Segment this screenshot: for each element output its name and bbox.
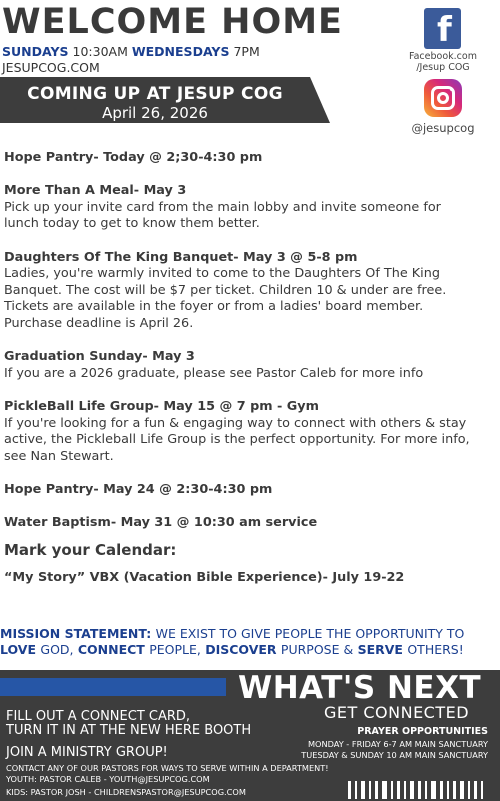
mission-line-1: WE EXIST TO GIVE PEOPLE THE OPPORTUNITY TO	[155, 626, 465, 641]
barcode-stripe	[410, 781, 414, 799]
barcode-stripe	[431, 781, 436, 799]
prayer-heading: PRAYER OPPORTUNITIES	[357, 726, 488, 737]
wednesdays-label: WEDNESDAYS	[131, 44, 230, 59]
event-body: Ladies, you're warmly invited to come to the Daughters Of The King	[4, 266, 440, 282]
barcode-stripe	[447, 781, 449, 799]
connect-card-line-2: TURN IT IN AT THE NEW HERE BOOTH	[6, 723, 252, 738]
contact-line: CONTACT ANY OF OUR PASTORS FOR WAYS TO SERVE WITHIN A DEPARTMENT!	[6, 763, 329, 773]
event-title: Water Baptism- May 31 @ 10:30 am service	[4, 515, 318, 531]
mission-label: MISSION STATEMENT:	[0, 626, 152, 641]
barcode-stripe	[382, 781, 387, 799]
barcode-stripe	[440, 781, 443, 799]
prayer-line-2: TUESDAY & SUNDAY 10 AM MAIN SANCTUARY	[301, 750, 488, 760]
calendar-heading: Mark your Calendar:	[4, 540, 177, 559]
event-title: PickleBall Life Group- May 15 @ 7 pm - Gym	[4, 398, 319, 414]
barcode-stripe	[404, 781, 406, 799]
facebook-icon[interactable]: f	[424, 8, 461, 49]
barcode-stripe	[425, 781, 427, 799]
ministry-heading: JOIN A MINISTRY GROUP!	[6, 745, 168, 760]
page-title: WELCOME HOME	[2, 2, 343, 42]
event-title: Hope Pantry- Today @ 2;30-4:30 pm	[4, 150, 263, 165]
event-title: More Than A Meal- May 3	[4, 183, 187, 199]
barcode-stripe	[460, 781, 464, 799]
event-body: Tickets are available in the foyer or from a ladies' board member.	[4, 299, 424, 315]
event-body: Purchase deadline is April 26.	[4, 315, 194, 331]
event-body: Pick up your invite card from the main lobby and invite someone for	[4, 199, 441, 215]
event-title: Daughters Of The King Banquet- May 3 @ 5-8 pm	[4, 249, 358, 265]
banner-title: COMING UP AT JESUP COG	[27, 84, 283, 104]
mission-connect: CONNECT	[77, 642, 145, 657]
barcode-stripe	[369, 781, 371, 799]
event-body: see Nan Stewart.	[4, 448, 114, 464]
barcode-stripe	[361, 781, 365, 799]
calendar-item: “My Story” VBX (Vacation Bible Experience)- July 19-22	[4, 570, 405, 586]
barcode-stripe	[418, 781, 421, 799]
facebook-line-1: Facebook.com	[409, 51, 477, 62]
banner-date: April 26, 2026	[102, 104, 208, 122]
facebook-handle[interactable]	[400, 51, 486, 73]
event-body: active, the Pickleball Life Group is the perfect opportunity. For more info,	[4, 432, 470, 448]
mission-purpose: PURPOSE &	[280, 642, 354, 657]
service-times	[2, 44, 260, 59]
sundays-time: 10:30AM	[72, 44, 128, 59]
whats-next-subtitle: GET CONNECTED	[324, 703, 470, 722]
event-body: If you are a 2026 graduate, please see Pastor Caleb for more info	[4, 365, 424, 381]
event-body: If you're looking for a fun & engaging way to connect with others & stay	[4, 415, 467, 431]
instagram-handle[interactable]: @jesupcog	[411, 121, 475, 135]
mission-serve: SERVE	[357, 642, 403, 657]
mission-others: OTHERS!	[407, 642, 464, 657]
event-body: Banquet. The cost will be $7 per ticket. Children 10 & under are free.	[4, 282, 447, 298]
facebook-line-2: /Jesup COG	[416, 62, 470, 73]
barcode-stripe	[481, 781, 483, 799]
event-body: lunch today to get to know them better.	[4, 216, 260, 232]
connect-card-line-1: FILL OUT A CONNECT CARD,	[6, 709, 191, 724]
events-list	[4, 150, 498, 587]
barcode-stripe	[375, 781, 378, 799]
accent-bar	[0, 678, 226, 696]
youth-contact: YOUTH: PASTOR CALEB - YOUTH@JESUPCOG.COM	[6, 774, 210, 784]
wednesdays-time: 7PM	[233, 44, 260, 59]
barcode-stripe	[453, 781, 456, 799]
event-title: Graduation Sunday- May 3	[4, 349, 195, 365]
barcode-stripe	[474, 781, 477, 799]
sundays-label: SUNDAYS	[2, 44, 69, 59]
website-link[interactable]: JESUPCOG.COM	[2, 60, 100, 75]
mission-god: GOD,	[40, 642, 74, 657]
barcode-stripe	[355, 781, 357, 799]
mission-discover: DISCOVER	[205, 642, 277, 657]
barcode-stripe	[348, 781, 351, 799]
mission-statement	[0, 626, 500, 658]
mission-love: LOVE	[0, 642, 37, 657]
barcode-stripe	[391, 781, 393, 799]
barcode-stripe	[468, 781, 470, 799]
prayer-line-1: MONDAY - FRIDAY 6-7 AM MAIN SANCTUARY	[307, 739, 488, 749]
whats-next-title: WHAT'S NEXT	[238, 670, 482, 706]
event-title: Hope Pantry- May 24 @ 2:30-4:30 pm	[4, 481, 273, 497]
mission-people: PEOPLE,	[149, 642, 201, 657]
kids-contact: KIDS: PASTOR JOSH - CHILDRENSPASTOR@JESUPCOG.COM	[6, 787, 246, 797]
instagram-icon[interactable]	[424, 79, 462, 117]
barcode-stripe	[397, 781, 400, 799]
barcode-decoration	[348, 781, 498, 799]
